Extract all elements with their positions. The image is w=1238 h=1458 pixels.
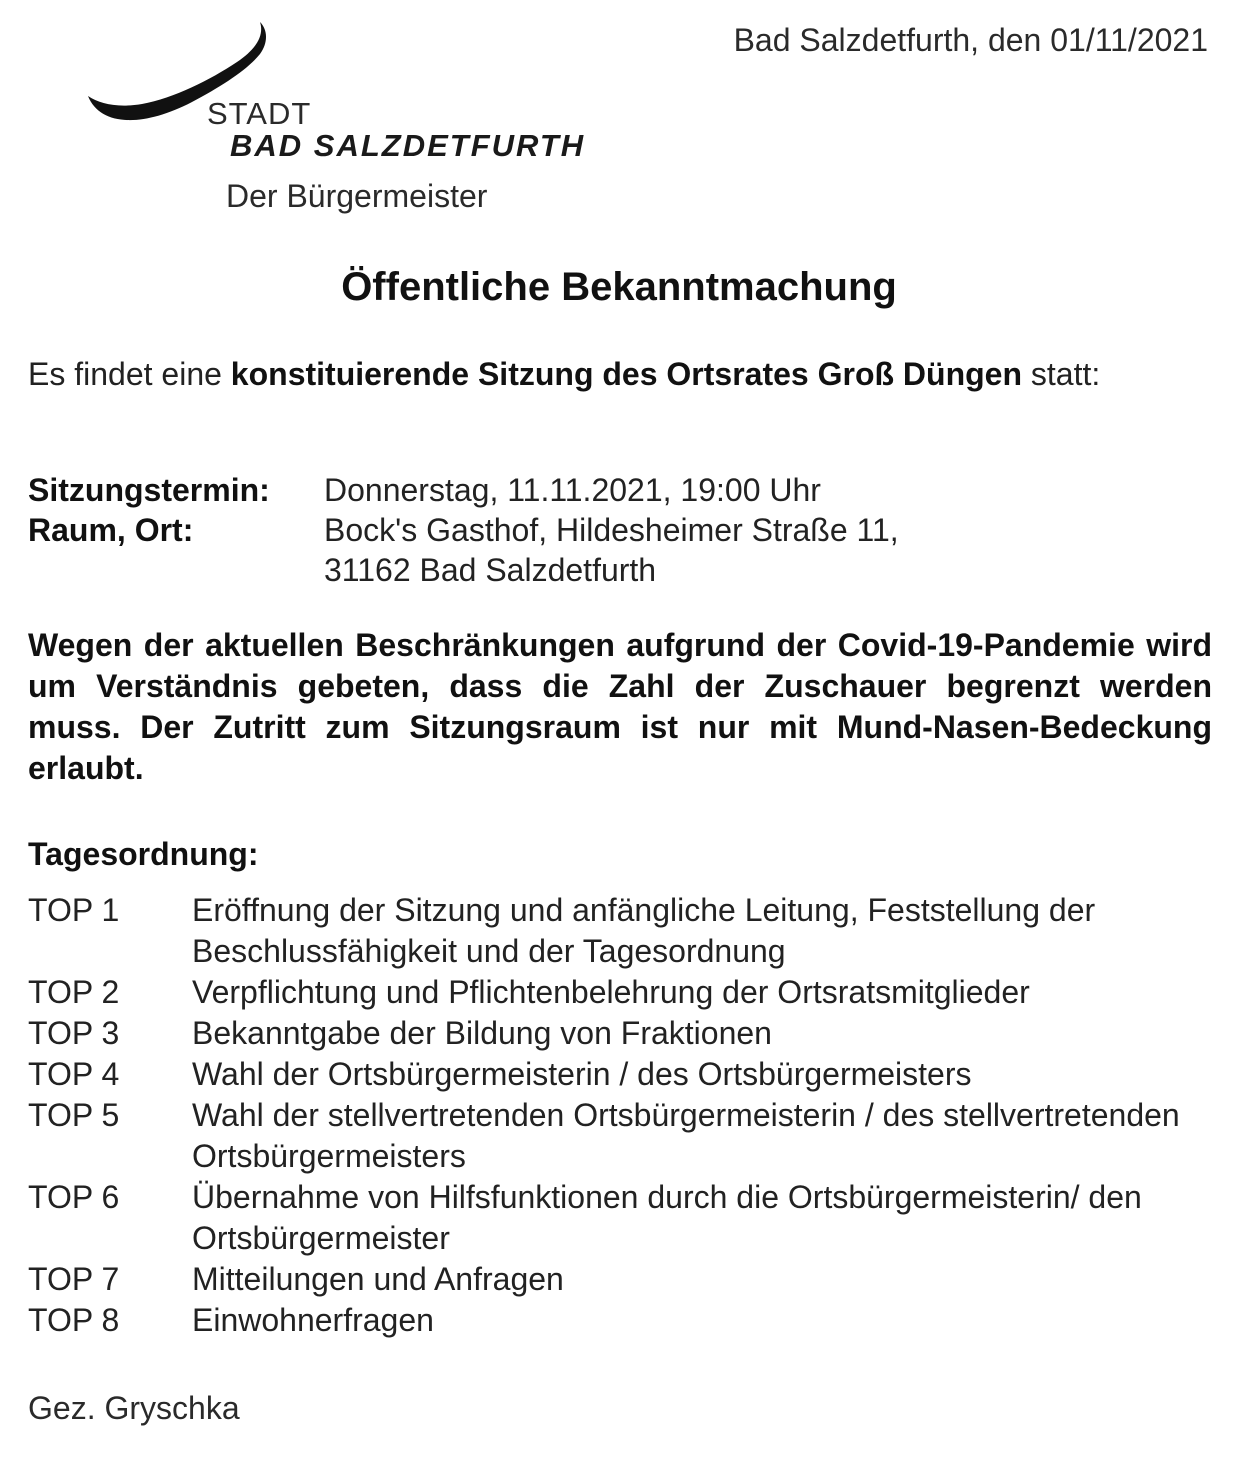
agenda-item-text: Wahl der Ortsbürgermeisterin / des Ortsbürgermeisters [192, 1056, 972, 1092]
meeting-place-line1: Bock's Gasthof, Hildesheimer Straße 11, [324, 512, 899, 548]
agenda-item-text: Wahl der stellvertretenden Ortsbürgermeisterin / des stellvertretenden Ortsbürgermeisters [192, 1097, 1180, 1174]
agenda-item-text: Mitteilungen und Anfragen [192, 1261, 564, 1297]
agenda-item-text: Eröffnung der Sitzung und anfängliche Leitung, Feststellung der Beschlussfähigkeit und der Tagesordnung [192, 892, 1096, 969]
meeting-details [28, 470, 1204, 590]
agenda-item [28, 1259, 1222, 1300]
covid-notice: Wegen der aktuellen Beschränkungen aufgrund der Covid-19-Pandemie wird um Verständnis gebeten, dass die Zahl der Zuschauer begrenzt werden muss. Der Zutritt zum Sitzungsraum ist nur mit Mund-Nasen-Bedeckung erlaubt. [28, 627, 1212, 786]
agenda-item-number: TOP 2 [28, 974, 120, 1010]
agenda-item [28, 972, 1222, 1013]
agenda-item [28, 1300, 1222, 1341]
agenda-item-number: TOP 6 [28, 1179, 120, 1215]
agenda-item-number: TOP 4 [28, 1056, 120, 1092]
date-line: Bad Salzdetfurth, den 01/11/2021 [733, 22, 1208, 58]
agenda-heading: Tagesordnung: [28, 836, 259, 872]
agenda-item [28, 1177, 1222, 1259]
intro-meeting-name: konstituierende Sitzung des Ortsrates Groß Düngen [230, 356, 1023, 392]
meeting-date-label: Sitzungstermin: [28, 472, 270, 508]
mayor-line: Der Bürgermeister [226, 178, 488, 214]
logo-city-text: BAD SALZDETFURTH [230, 128, 586, 163]
page-title: Öffentliche Bekanntmachung [341, 265, 897, 309]
agenda-item-number: TOP 3 [28, 1015, 120, 1051]
meeting-date-row [28, 470, 1204, 510]
agenda-item-number: TOP 8 [28, 1302, 120, 1338]
meeting-date-value: Donnerstag, 11.11.2021, 19:00 Uhr [324, 472, 821, 508]
meeting-place-label: Raum, Ort: [28, 512, 194, 548]
agenda-item [28, 1095, 1222, 1177]
agenda-item [28, 890, 1222, 972]
agenda-item-text: Verpflichtung und Pflichtenbelehrung der Ortsratsmitglieder [192, 974, 1030, 1010]
agenda-item [28, 1054, 1222, 1095]
agenda-item-number: TOP 5 [28, 1097, 120, 1133]
meeting-place-row [28, 510, 1204, 590]
agenda-item-number: TOP 1 [28, 892, 120, 928]
agenda-item-text: Übernahme von Hilfsfunktionen durch die Ortsbürgermeisterin/ den Ortsbürgermeister [192, 1179, 1142, 1256]
agenda-item-text: Einwohnerfragen [192, 1302, 434, 1338]
agenda-item [28, 1013, 1222, 1054]
agenda-item-text: Bekanntgabe der Bildung von Fraktionen [192, 1015, 772, 1051]
intro-paragraph [28, 354, 1212, 394]
intro-prefix: Es findet eine [28, 356, 231, 392]
logo-stadt-text: STADT [207, 96, 312, 131]
intro-suffix: statt: [1022, 356, 1101, 392]
agenda-list [28, 890, 1222, 1341]
signature: Gez. Gryschka [28, 1390, 240, 1426]
meeting-place-value [324, 510, 1204, 590]
meeting-place-line2: 31162 Bad Salzdetfurth [324, 552, 657, 588]
agenda-item-number: TOP 7 [28, 1261, 120, 1297]
